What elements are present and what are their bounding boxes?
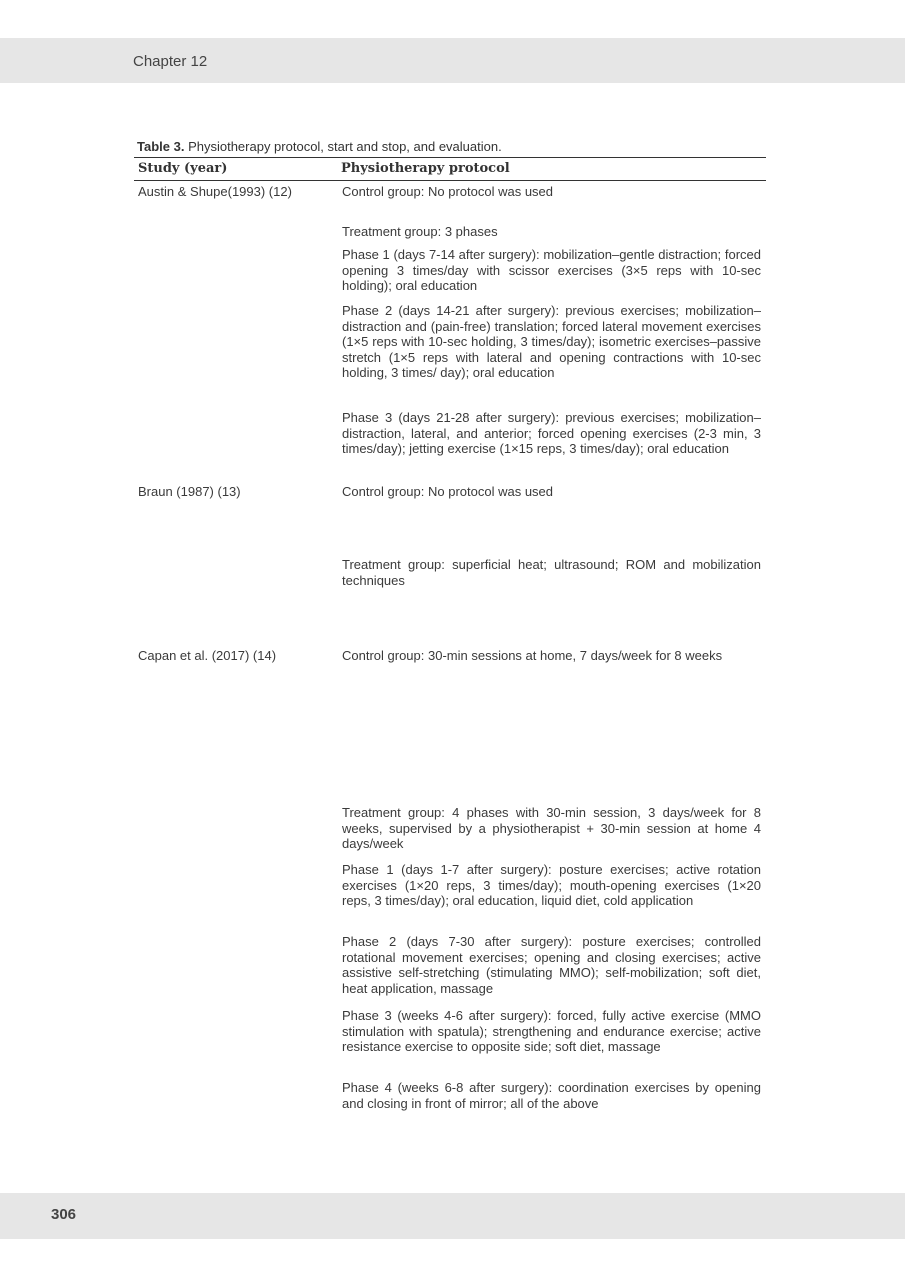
study-braun: Braun (1987) (13) [138, 484, 241, 499]
austin-control: Control group: No protocol was used [342, 184, 554, 199]
chapter-title: Chapter 12 [133, 53, 208, 70]
austin-phase-1: Phase 1 (days 7-14 after surgery): mobilization–gentle distraction; forced opening 3 times/day with scissor exercises (3×5 reps with 10-sec holding); oral education [342, 247, 761, 294]
table-header-row [134, 157, 766, 181]
austin-phase-3: Phase 3 (days 21-28 after surgery): previous exercises; mobilization–distraction, lateral, and anterior; forced opening exercises (2-3 min, 3 times/day); jetting exercise (1×15 reps, 3 times/day); oral education [342, 410, 761, 457]
austin-treatment: Treatment group: 3 phases [342, 224, 498, 239]
study-capan: Capan et al. (2017) (14) [138, 648, 277, 663]
braun-treatment: Treatment group: superficial heat; ultrasound; ROM and mobilization techniques [342, 557, 761, 588]
column-header-study: Study (year) [138, 161, 228, 176]
table-caption-text: Physiotherapy protocol, start and stop, and evaluation. [184, 139, 502, 154]
page-number: 306 [51, 1206, 77, 1223]
study-austin: Austin & Shupe(1993) (12) [138, 184, 292, 199]
austin-phase-2: Phase 2 (days 14-21 after surgery): previous exercises; mobilization–distraction and (pain-free) translation; forced lateral movement exercises (1×5 reps with 10-sec holding, 3 times/day); isometric exercises–passive stretch (1×5 reps with lateral and opening contractions with 10-sec holding, 3 times/ day); oral education [342, 303, 761, 381]
capan-treatment: Treatment group: 4 phases with 30-min session, 3 days/week for 8 weeks, supervised by a physiotherapist + 30-min session at home 4 days/week [342, 805, 761, 852]
table-caption-label: Table 3. [137, 139, 185, 154]
braun-control: Control group: No protocol was used [342, 484, 554, 499]
capan-phase-3: Phase 3 (weeks 4-6 after surgery): forced, fully active exercise (MMO stimulation with spatula); strengthening and endurance exercise; active resistance exercise to opposite side; soft diet, massage [342, 1008, 761, 1055]
table-caption [137, 139, 502, 154]
footer-band [0, 1193, 905, 1239]
capan-phase-2: Phase 2 (days 7-30 after surgery): posture exercises; controlled rotational movement exercises; opening and closing exercises; active assistive self-stretching (stimulating MMO); self-mobilization; soft diet, heat application, massage [342, 934, 761, 996]
capan-control: Control group: 30-min sessions at home, 7 days/week for 8 weeks [342, 648, 723, 663]
column-header-protocol: Physiotherapy protocol [341, 161, 510, 176]
capan-phase-1: Phase 1 (days 1-7 after surgery): posture exercises; active rotation exercises (1×20 reps, 3 times/day); mouth-opening exercises (1×20 reps, 3 times/day); oral education, liquid diet, cold application [342, 862, 761, 909]
capan-phase-4: Phase 4 (weeks 6-8 after surgery): coordination exercises by opening and closing in front of mirror; all of the above [342, 1080, 761, 1111]
